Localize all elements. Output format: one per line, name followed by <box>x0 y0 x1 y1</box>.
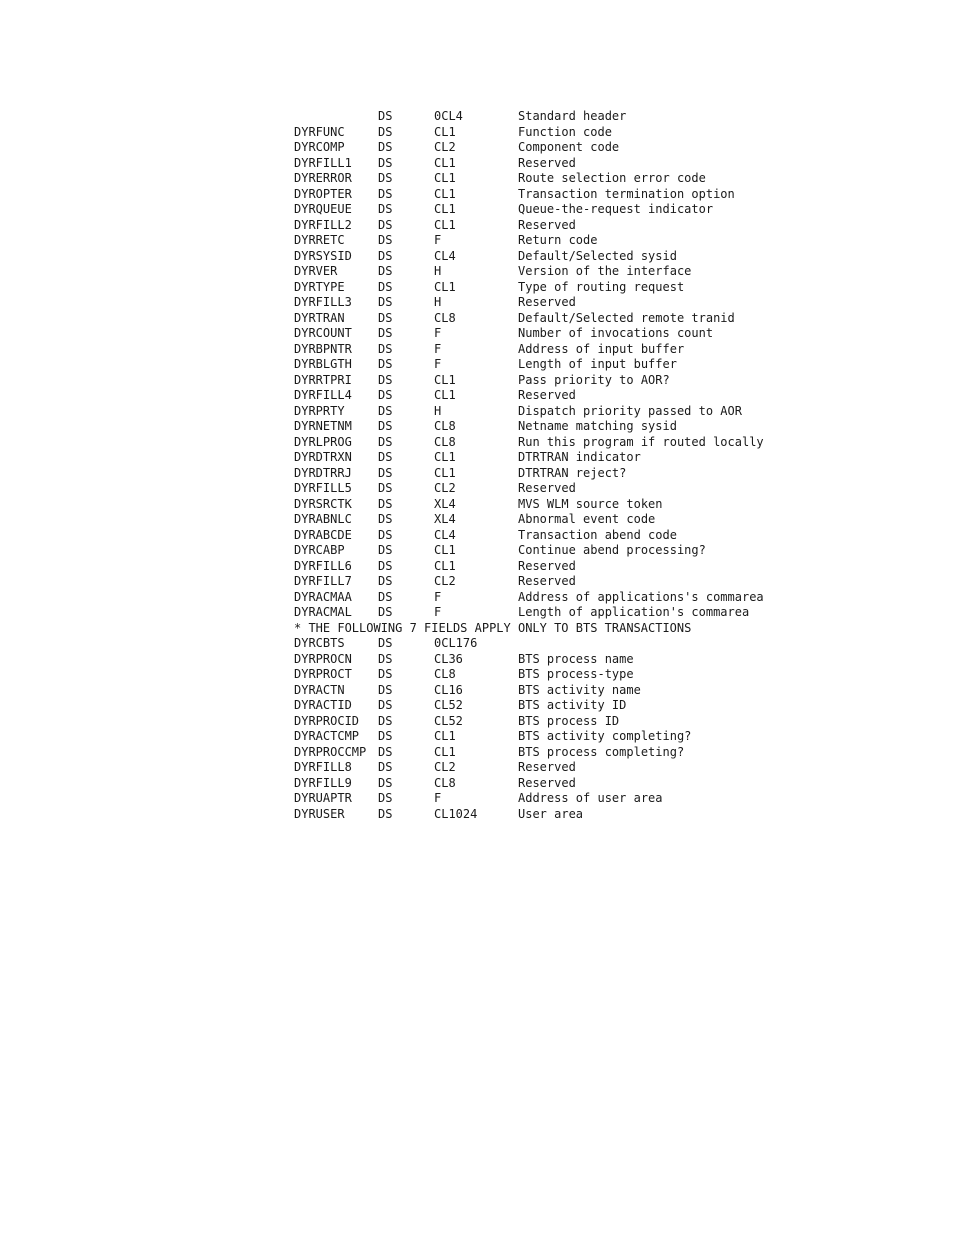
field-type: CL52 <box>434 713 463 728</box>
field-op: DS <box>378 450 393 464</box>
field-description: Continue abend processing? <box>518 543 706 557</box>
field-type: CL4 <box>434 248 456 263</box>
field-description: Reserved <box>518 155 576 170</box>
field-label: DYRBLGTH <box>294 357 352 371</box>
field-label: DYRDTRRJ <box>294 465 352 480</box>
field-label: DYRACTCMP <box>294 729 360 743</box>
field-type: CL4 <box>434 527 456 542</box>
field-op: DS <box>378 109 393 123</box>
field-type: CL1 <box>434 372 456 387</box>
field-op: DS <box>378 357 393 371</box>
field-op: DS <box>378 295 393 309</box>
field-label: DYRCOMP <box>294 140 345 154</box>
field-label: DYRFILL6 <box>294 558 352 573</box>
field-description: Transaction abend code <box>518 527 677 542</box>
comment-text: * THE FOLLOWING 7 FIELDS APPLY ONLY TO BTS TRANSACTIONS <box>294 620 692 635</box>
field-label: DYRPRTY <box>294 403 345 418</box>
field-description: Queue-the-request indicator <box>518 202 714 216</box>
field-description: Reserved <box>518 775 576 790</box>
field-description: Abnormal event code <box>518 512 656 526</box>
field-type: CL2 <box>434 481 456 495</box>
field-description: Standard header <box>518 109 627 123</box>
field-label: DYRPROCN <box>294 651 352 666</box>
field-description: Run this program if routed locally <box>518 434 764 449</box>
field-type: CL1 <box>434 171 456 185</box>
field-type: CL8 <box>434 667 456 681</box>
field-label: DYRBPNTR <box>294 341 352 356</box>
field-label: DYRFILL4 <box>294 388 352 402</box>
field-description: Default/Selected remote tranid <box>518 310 735 325</box>
field-type: CL2 <box>434 760 456 774</box>
field-type: H <box>434 264 442 278</box>
field-type: F <box>434 791 442 805</box>
field-description: Route selection error code <box>518 171 706 185</box>
field-op: DS <box>378 341 393 356</box>
field-description: BTS process name <box>518 651 634 666</box>
field-op: DS <box>378 465 393 480</box>
field-type: CL1 <box>434 729 456 743</box>
field-description: User area <box>518 806 584 821</box>
field-type: XL4 <box>434 512 456 526</box>
field-op: DS <box>378 124 393 139</box>
field-label: DYRUAPTR <box>294 791 352 805</box>
field-op: DS <box>378 186 393 201</box>
field-type: F <box>434 605 442 619</box>
field-type: CL8 <box>434 434 456 449</box>
field-label: DYRUSER <box>294 806 345 821</box>
field-description: BTS activity ID <box>518 698 627 712</box>
field-type: CL52 <box>434 698 463 712</box>
field-label: DYRTRAN <box>294 310 345 325</box>
field-description: Transaction termination option <box>518 186 735 201</box>
field-type: CL1 <box>434 186 456 201</box>
field-label: DYRRTPRI <box>294 372 352 387</box>
field-type: CL1 <box>434 124 456 139</box>
field-label: DYRPROCID <box>294 713 360 728</box>
field-description: Address of input buffer <box>518 341 685 356</box>
field-label: DYRFILL8 <box>294 760 352 774</box>
field-description: Dispatch priority passed to AOR <box>518 403 742 418</box>
field-op: DS <box>378 744 393 759</box>
field-op: DS <box>378 558 393 573</box>
field-op: DS <box>378 326 393 340</box>
field-op: DS <box>378 713 393 728</box>
field-type: CL1024 <box>434 806 478 821</box>
field-op: DS <box>378 651 393 666</box>
field-type: F <box>434 341 442 356</box>
field-op: DS <box>378 698 393 712</box>
field-type: F <box>434 233 442 247</box>
field-label: DYRCBTS <box>294 636 345 650</box>
field-label: DYRSRCTK <box>294 496 352 511</box>
field-op: DS <box>378 806 393 821</box>
field-description: Reserved <box>518 295 576 309</box>
field-description: MVS WLM source token <box>518 496 663 511</box>
field-label: DYRCABP <box>294 543 345 557</box>
field-label: DYRFILL2 <box>294 217 352 232</box>
field-op: DS <box>378 682 393 697</box>
field-type: CL1 <box>434 202 456 216</box>
field-op: DS <box>378 527 393 542</box>
field-description: BTS activity name <box>518 682 641 697</box>
field-description: BTS process-type <box>518 667 634 681</box>
field-op: DS <box>378 310 393 325</box>
field-description: Netname matching sysid <box>518 419 677 433</box>
field-label: DYRSYSID <box>294 248 352 263</box>
field-op: DS <box>378 543 393 557</box>
field-label: DYRPROCT <box>294 667 352 681</box>
field-label: DYRABCDE <box>294 527 352 542</box>
field-label: DYRFILL3 <box>294 295 352 309</box>
field-op: DS <box>378 264 393 278</box>
field-description: DTRTRAN reject? <box>518 465 627 480</box>
field-label: DYROPTER <box>294 186 352 201</box>
field-op: DS <box>378 279 393 294</box>
field-type: CL2 <box>434 574 456 588</box>
field-type: F <box>434 326 442 340</box>
field-type: CL1 <box>434 388 456 402</box>
field-type: F <box>434 589 442 604</box>
field-op: DS <box>378 791 393 805</box>
field-op: DS <box>378 589 393 604</box>
field-label: DYRFILL1 <box>294 155 352 170</box>
field-description: Component code <box>518 140 620 154</box>
field-type: XL4 <box>434 496 456 511</box>
field-type: CL1 <box>434 744 456 759</box>
field-description: Length of application's commarea <box>518 605 750 619</box>
field-type: CL8 <box>434 775 456 790</box>
field-op: DS <box>378 775 393 790</box>
field-description: Function code <box>518 124 612 139</box>
field-description: BTS process completing? <box>518 744 685 759</box>
field-description: Length of input buffer <box>518 357 677 371</box>
field-label: DYRPROCCMP <box>294 744 367 759</box>
field-description: Number of invocations count <box>518 326 714 340</box>
field-op: DS <box>378 248 393 263</box>
field-type: CL8 <box>434 419 456 433</box>
field-description: Reserved <box>518 388 576 402</box>
field-description: Reserved <box>518 558 576 573</box>
field-op: DS <box>378 729 393 743</box>
field-op: DS <box>378 605 393 619</box>
field-description: Pass priority to AOR? <box>518 372 670 387</box>
field-type: CL1 <box>434 279 456 294</box>
field-label: DYRFILL7 <box>294 574 352 588</box>
field-description: Default/Selected sysid <box>518 248 677 263</box>
field-description: Type of routing request <box>518 279 685 294</box>
field-description: Reserved <box>518 481 576 495</box>
field-op: DS <box>378 403 393 418</box>
field-description: Reserved <box>518 574 576 588</box>
field-op: DS <box>378 636 393 650</box>
field-type: CL1 <box>434 450 456 464</box>
field-label: DYRFILL5 <box>294 481 352 495</box>
field-label: DYRLPROG <box>294 434 352 449</box>
field-type: H <box>434 295 442 309</box>
field-op: DS <box>378 434 393 449</box>
field-label: DYRCOUNT <box>294 326 352 340</box>
field-label: DYRACTID <box>294 698 352 712</box>
field-type: CL36 <box>434 651 463 666</box>
field-op: DS <box>378 760 393 774</box>
field-label: DYRDTRXN <box>294 450 352 464</box>
field-label: DYRACMAA <box>294 589 352 604</box>
field-type: CL1 <box>434 465 456 480</box>
field-description: Return code <box>518 233 598 247</box>
field-op: DS <box>378 388 393 402</box>
field-type: H <box>434 403 442 418</box>
field-label: DYRRETC <box>294 233 345 247</box>
field-description: Reserved <box>518 760 576 774</box>
field-op: DS <box>378 217 393 232</box>
field-type: CL1 <box>434 155 456 170</box>
field-op: DS <box>378 202 393 216</box>
field-label: DYRERROR <box>294 171 352 185</box>
field-label: DYRNETNM <box>294 419 352 433</box>
field-op: DS <box>378 372 393 387</box>
field-op: DS <box>378 481 393 495</box>
field-description: Address of applications's commarea <box>518 589 764 604</box>
field-description: DTRTRAN indicator <box>518 450 641 464</box>
field-type: CL8 <box>434 310 456 325</box>
field-label: DYRQUEUE <box>294 202 352 216</box>
field-label: DYRFUNC <box>294 124 345 139</box>
field-op: DS <box>378 496 393 511</box>
field-label: DYRTYPE <box>294 279 345 294</box>
field-label: DYRACTN <box>294 682 345 697</box>
field-op: DS <box>378 667 393 681</box>
field-type: F <box>434 357 442 371</box>
field-description: Reserved <box>518 217 576 232</box>
field-label: DYRFILL9 <box>294 775 352 790</box>
field-type: CL2 <box>434 140 456 154</box>
field-type: 0CL4 <box>434 109 463 123</box>
field-op: DS <box>378 574 393 588</box>
field-type: CL1 <box>434 543 456 557</box>
field-op: DS <box>378 419 393 433</box>
field-op: DS <box>378 155 393 170</box>
field-description: Version of the interface <box>518 264 692 278</box>
field-label: DYRABNLC <box>294 512 352 526</box>
field-description: BTS process ID <box>518 713 620 728</box>
field-label: DYRVER <box>294 264 338 278</box>
field-type: 0CL176 <box>434 636 478 650</box>
field-type: CL16 <box>434 682 463 697</box>
field-description: BTS activity completing? <box>518 729 692 743</box>
field-op: DS <box>378 171 393 185</box>
field-type: CL1 <box>434 558 456 573</box>
field-label: DYRACMAL <box>294 605 352 619</box>
field-type: CL1 <box>434 217 456 232</box>
field-op: DS <box>378 512 393 526</box>
field-op: DS <box>378 233 393 247</box>
field-op: DS <box>378 140 393 154</box>
field-description: Address of user area <box>518 791 663 805</box>
